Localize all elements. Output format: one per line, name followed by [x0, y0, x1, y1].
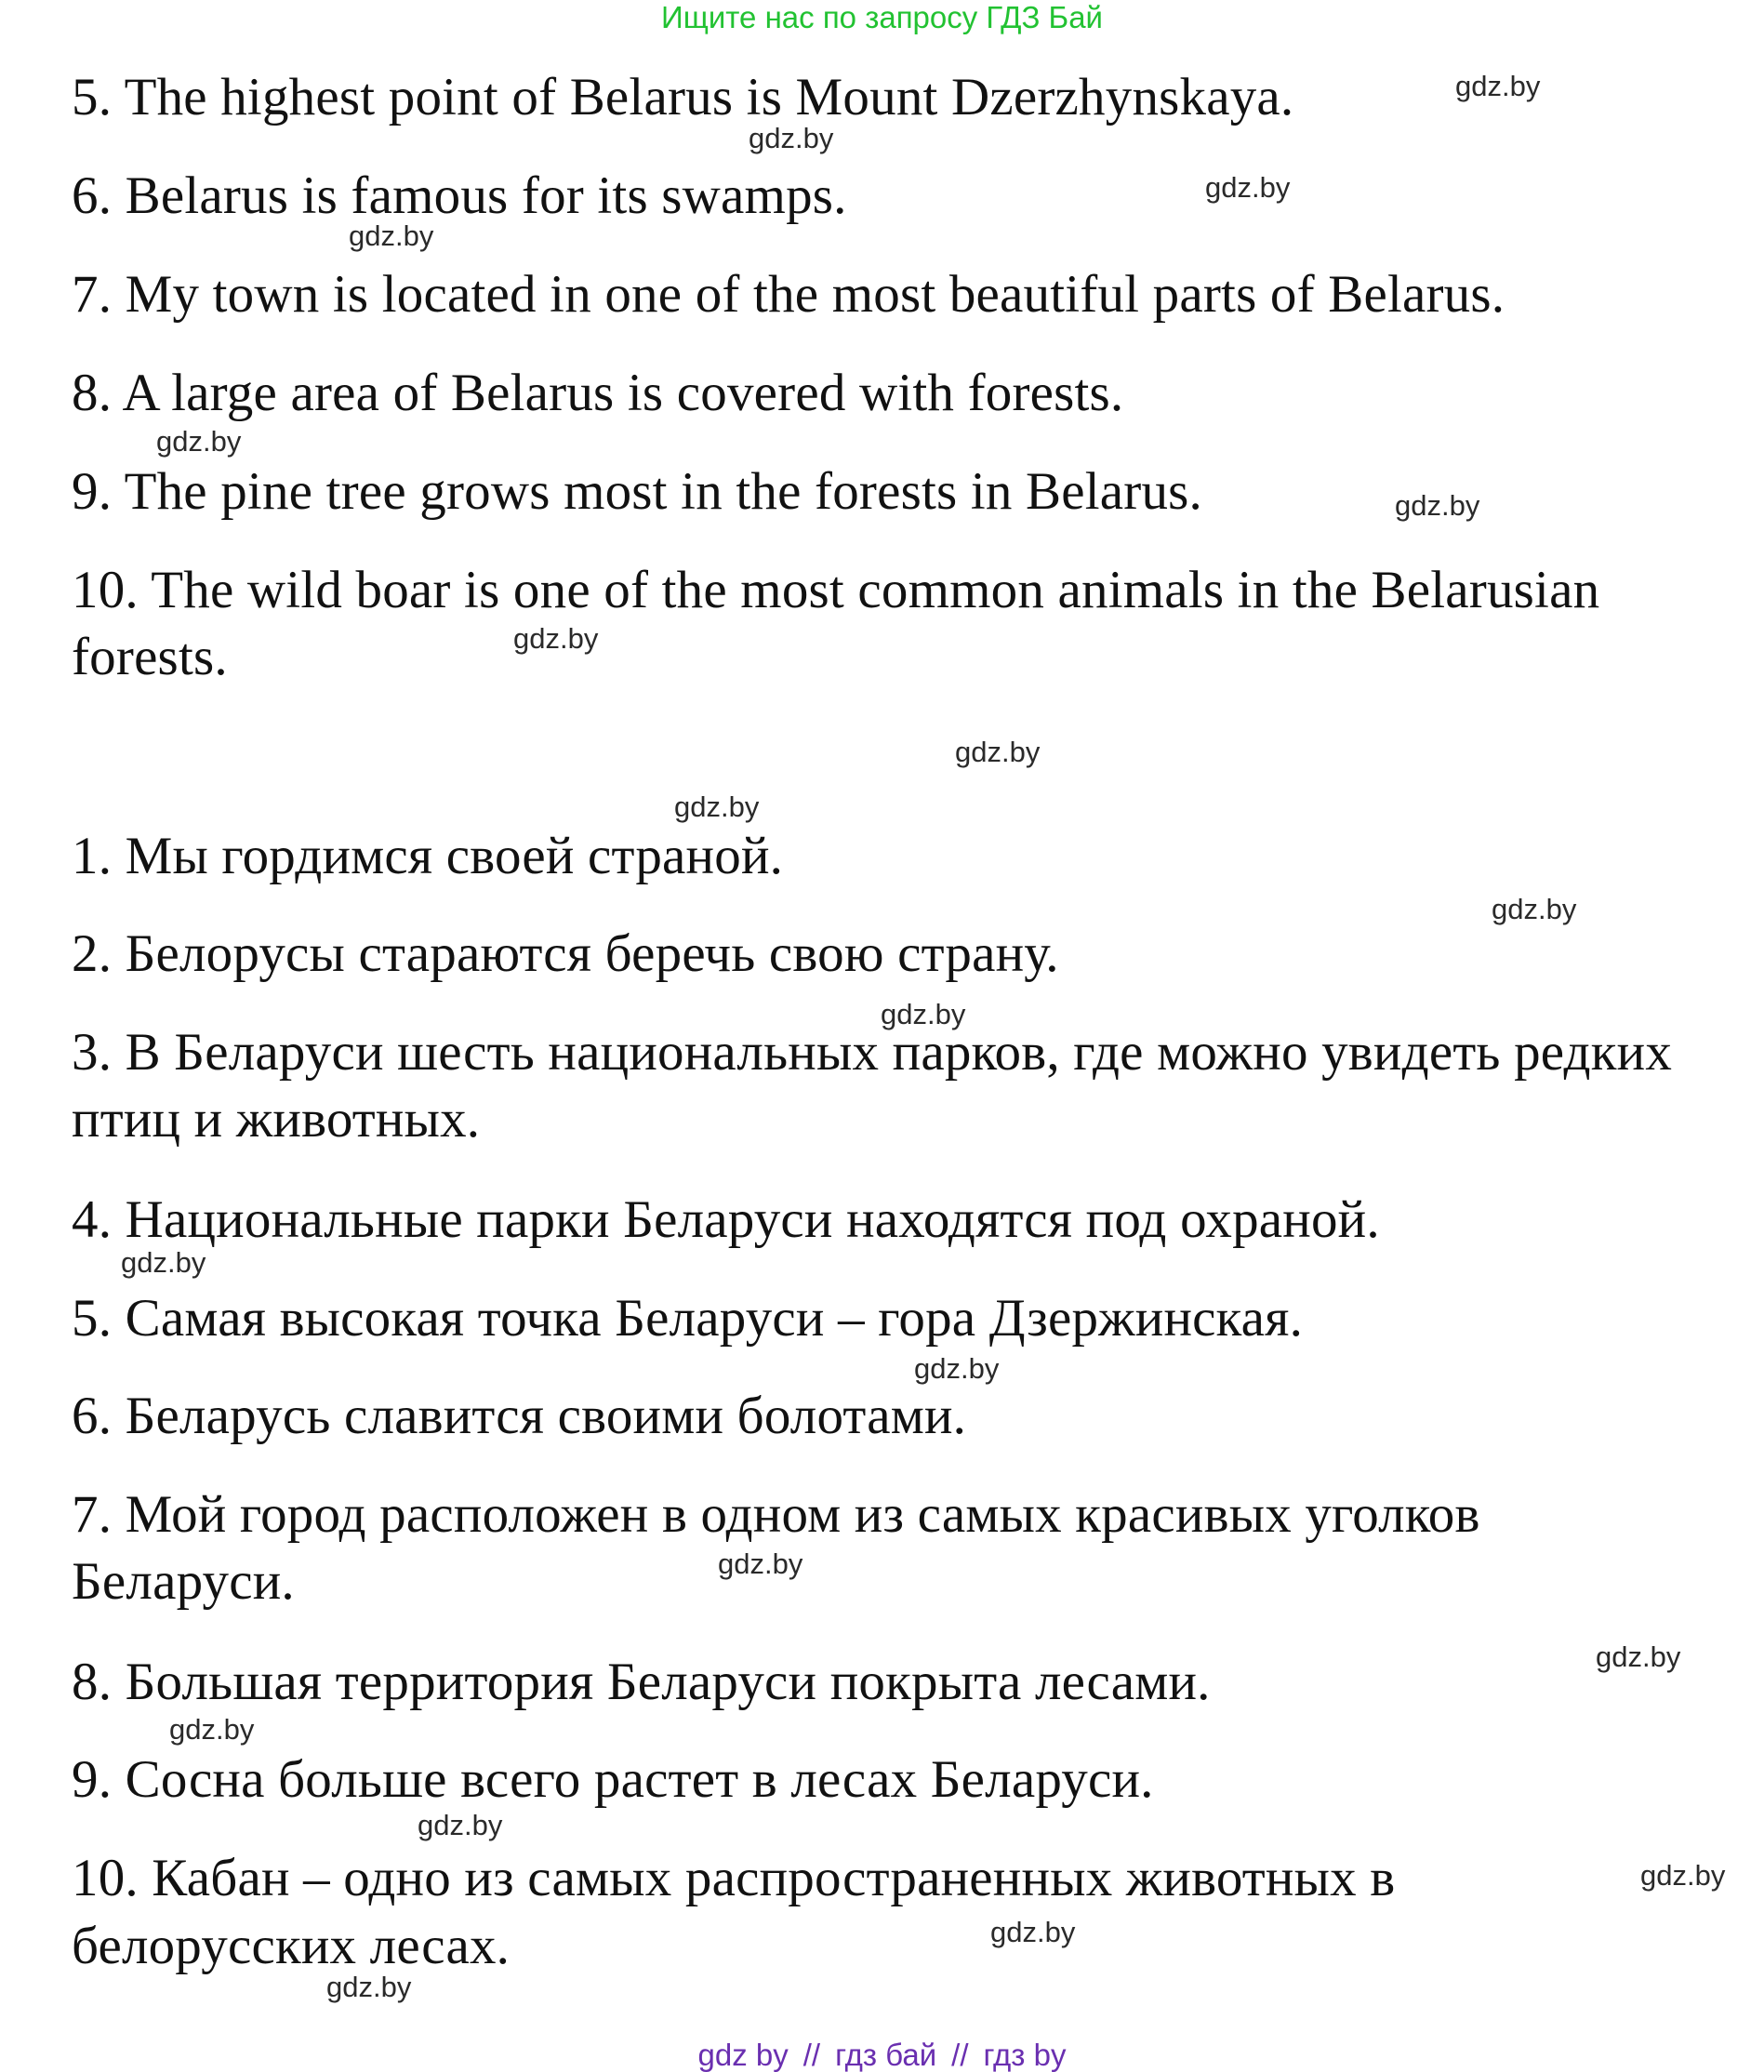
russian-sentence-6: 6. Беларусь славится своими болотами. — [72, 1387, 967, 1445]
watermark: gdz.by — [169, 1713, 255, 1746]
english-sentence-5: 5. The highest point of Belarus is Mount Dzerzhynskaya. — [72, 68, 1294, 126]
footer-separator: // — [951, 2038, 969, 2072]
russian-sentence-7-line-2: Беларуси. — [72, 1552, 295, 1611]
watermark: gdz.by — [1492, 893, 1577, 925]
watermark: gdz.by — [1395, 489, 1480, 522]
watermark: gdz.by — [349, 219, 434, 252]
watermark: gdz.by — [513, 622, 599, 655]
russian-sentence-10-line-2: белорусских лесах. — [72, 1917, 511, 1975]
footer-link-gdz-bai[interactable]: гдз бай — [835, 2038, 937, 2072]
header-search-link[interactable]: Ищите нас по запросу ГДЗ Бай — [661, 0, 1103, 34]
russian-sentence-7-line-1: 7. Мой город расположен в одном из самых красивых уголков — [72, 1485, 1480, 1544]
watermark: gdz.by — [1596, 1640, 1681, 1673]
watermark: gdz.by — [718, 1547, 803, 1580]
english-sentence-9: 9. The pine tree grows most in the forests in Belarus. — [72, 462, 1203, 521]
english-sentence-7: 7. My town is located in one of the most beautiful parts of Belarus. — [72, 265, 1505, 324]
footer-links — [0, 2039, 1764, 2072]
english-sentence-10-line-1: 10. The wild boar is one of the most common animals in the Belarusian — [72, 561, 1600, 619]
watermark: gdz.by — [674, 790, 760, 823]
watermark: gdz.by — [881, 998, 966, 1030]
russian-sentence-5: 5. Самая высокая точка Беларуси – гора Дзержинская. — [72, 1289, 1304, 1348]
russian-sentence-4: 4. Национальные парки Беларуси находятся под охраной. — [72, 1190, 1380, 1249]
russian-sentence-3-line-2: птиц и животных. — [72, 1090, 481, 1149]
watermark: gdz.by — [1640, 1859, 1726, 1892]
watermark: gdz.by — [326, 1971, 412, 2003]
russian-sentence-8: 8. Большая территория Беларуси покрыта лесами. — [72, 1653, 1211, 1711]
russian-sentence-3-line-1: 3. В Беларуси шесть национальных парков, где можно увидеть редких — [72, 1023, 1673, 1082]
watermark: gdz.by — [156, 425, 242, 458]
footer-separator: // — [802, 2038, 821, 2072]
watermark: gdz.by — [1205, 171, 1291, 204]
russian-sentence-2: 2. Белорусы стараются беречь свою страну. — [72, 924, 1059, 983]
russian-sentence-10-line-1: 10. Кабан – одно из самых распространенных животных в — [72, 1849, 1396, 1907]
watermark: gdz.by — [418, 1809, 503, 1841]
watermark: gdz.by — [914, 1352, 1000, 1385]
english-sentence-6: 6. Belarus is famous for its swamps. — [72, 166, 847, 225]
watermark: gdz.by — [990, 1916, 1076, 1948]
russian-sentence-9: 9. Сосна больше всего растет в лесах Беларуси. — [72, 1750, 1154, 1809]
english-sentence-8: 8. A large area of Belarus is covered with forests. — [72, 364, 1124, 422]
watermark: gdz.by — [749, 122, 834, 154]
watermark: gdz.by — [955, 736, 1041, 768]
english-sentence-10-line-2: forests. — [72, 628, 228, 686]
watermark: gdz.by — [121, 1246, 206, 1279]
watermark: gdz.by — [1455, 70, 1541, 102]
russian-sentence-1: 1. Мы гордимся своей страной. — [72, 827, 784, 885]
footer-link-gdz-by-cyr[interactable]: гдз by — [983, 2038, 1067, 2072]
footer-link-gdz-by[interactable]: gdz by — [697, 2038, 789, 2072]
